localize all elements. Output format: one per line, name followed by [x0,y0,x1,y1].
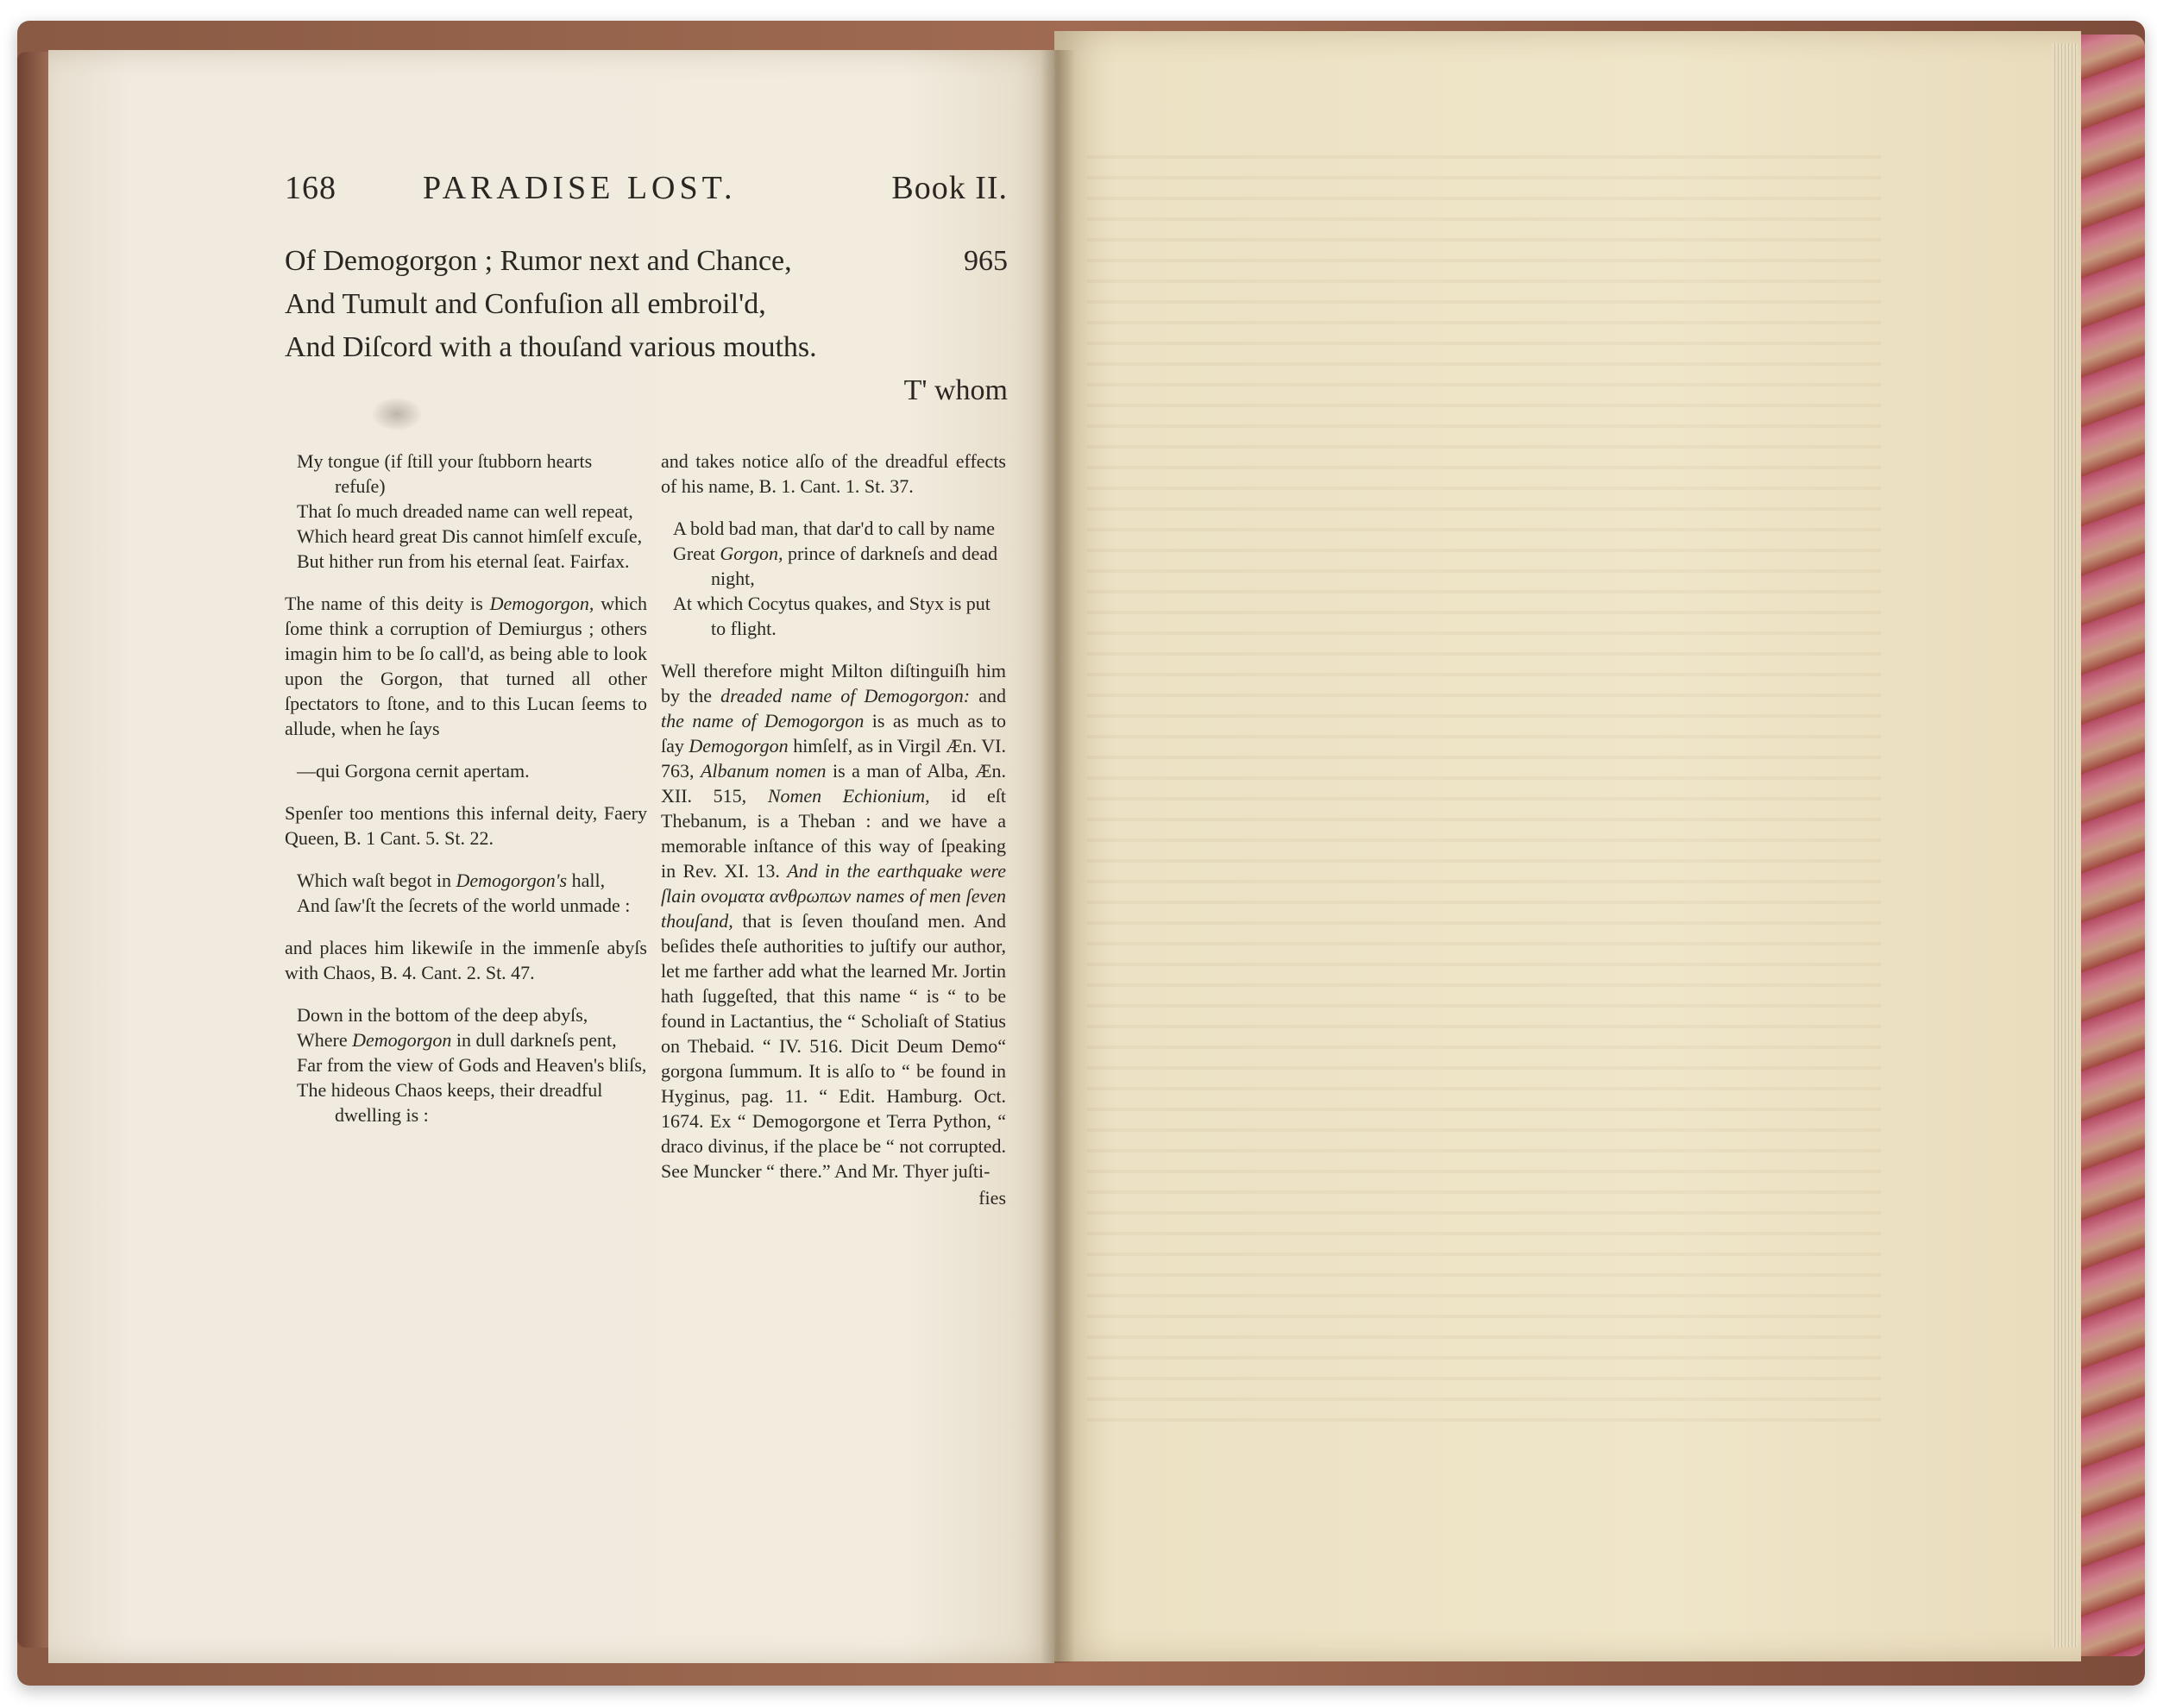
verse-catchword: T' whom [903,374,1008,406]
quote-spenser-1: Which waſt begot in Demogorgon's hall, And ſaw'ſt the ſecrets of the world unmade : [297,870,631,916]
page-edges [2052,43,2078,1648]
note-paragraph: and places him likewiſe in the immenſe abyſs with Chaos, B. 4. Cant. 2. St. 47. [285,937,647,983]
notes-catchword: fies [978,1187,1006,1209]
ink-bleed-through [1087,138,1881,1432]
note-paragraph: and takes notice alſo of the dreadful effects of his name, B. 1. Cant. 1. St. 37. [661,450,1006,497]
verse-line: And Diſcord with a thouſand various mouths. [285,331,817,363]
note-paragraph: Spenſer too mentions this infernal deity, Faery Queen, B. 1 Cant. 5. St. 22. [285,802,647,849]
running-header [285,169,1008,212]
ink-smudge [371,397,423,431]
notes-right-column [661,449,1006,1228]
gutter-shadow [1041,50,1075,1663]
verse-line: Of Demogorgon ; Rumor next and Chance, 965 [285,240,1008,283]
right-cover-board [2071,35,2145,1656]
latin-quote: —qui Gorgona cernit apertam. [297,760,530,782]
verse-line: And Tumult and Confuſion all embroil'd, [285,288,766,320]
notes-left-column [285,449,647,1145]
quote-fairfax: My tongue (if ſtill your ſtubborn hearts refuſe) That ſo much dreaded name can well repeat, Which heard great Dis cannot himſelf excuſe, But hither run from his eternal ſeat. Fairfax. [297,450,643,572]
quote-spenser-2: Down in the bottom of the deep abyſs, Where Demogorgon in dull darkneſs pent, Far from the view of Gods and Heaven's bliſs, The hideous Chaos keeps, their dreadful dwelling is : [297,1004,647,1126]
book-label: Book II. [891,170,1008,206]
quote-spenser-3: A bold bad man, that dar'd to call by name Great Gorgon, prince of darkneſs and dead night, At which Cocytus quakes, and Styx is put to flight. [673,518,998,639]
running-title: PARADISE LOST. [423,170,737,206]
verse-block [285,240,1008,412]
note-paragraph: The name of this deity is Demogorgon, which ſome think a corruption of Demiurgus ; others imagin him to be ſo call'd, as being able to look upon the Gorgon, that turned all other ſpectators to ſtone, and to this Lucan ſeems to allude, when he ſays [285,593,648,739]
page-number: 168 [285,170,336,206]
line-number: 965 [964,245,1008,277]
note-paragraph: Well therefore might Milton diſtinguiſh him by the dreaded name of Demogorgon: and the name of Demogorgon is as much as to ſay Demogorgon himſelf, as in Virgil Æn. VI. 763, Albanum nomen is a man of Alba, Æn. XII. 515, Nomen Echionium, id eſt Thebanum, is a Theban : and we have a memorable inſtance of this way of ſpeaking in Rev. XI. 13. And in the earthquake were ſlain ονοματα ανθρωπων names of men ſeven thouſand, that is ſeven thouſand men. And beſides theſe authorities to juſtify our author, let me farther add what the learned Mr. Jortin hath ſuggeſted, that this name “ is “ to be found in Lactantius, the “ Scholiaſt of Statius on Thebaid. “ IV. 516. Dicit Deum Demo“ gorgona ſummum. It is alſo to “ be found in Hyginus, pag. 11. “ Edit. Hamburg. Oct. 1674. Ex “ Demogorgone et Terra Python, “ draco divinus, if the place be “ not corrupted. See Muncker “ there.” And Mr. Thyer juſti- [661,660,1006,1182]
